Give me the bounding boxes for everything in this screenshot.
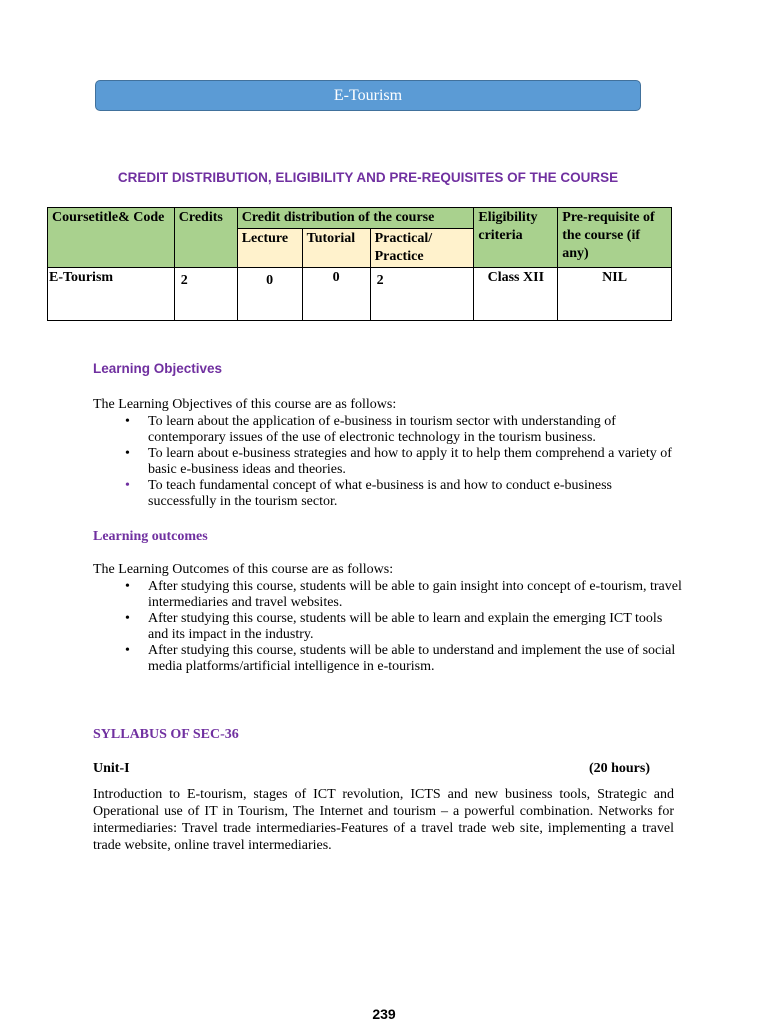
cell-eligibility: Class XII — [474, 268, 558, 321]
learning-outcomes-list — [93, 579, 683, 675]
bullet-icon: • — [125, 611, 130, 626]
header-prerequisite: Pre-requisite of the course (if any) — [558, 208, 672, 268]
cell-tutorial: 0 — [302, 268, 370, 321]
header-practical: Practical/ Practice — [370, 229, 474, 268]
header-course-title: Coursetitle& Code — [48, 208, 175, 268]
bullet-icon: • — [125, 446, 130, 461]
header-tutorial: Tutorial — [302, 229, 370, 268]
learning-outcomes-intro: The Learning Outcomes of this course are as follows: — [93, 562, 394, 577]
cell-credits: 2 — [174, 268, 237, 321]
bullet-icon: • — [125, 579, 130, 594]
course-title: E-Tourism — [333, 87, 403, 104]
learning-objectives-heading: Learning Objectives — [93, 361, 223, 376]
unit-title: Unit-I — [93, 761, 130, 776]
learning-objectives-list — [93, 414, 683, 510]
course-title-banner — [95, 80, 641, 111]
list-item: • After studying this course, students will be able to gain insight into concept of e-tourism, travel intermediaries and travel websites. — [125, 579, 682, 610]
header-credit-distribution: Credit distribution of the course — [237, 208, 474, 229]
page-number: 239 — [372, 1006, 396, 1022]
cell-practical: 2 — [370, 268, 474, 321]
header-lecture: Lecture — [237, 229, 302, 268]
list-item: • After studying this course, students will be able to learn and explain the emerging ICT tools and its impact in the industry. — [125, 611, 663, 642]
learning-objectives-intro: The Learning Objectives of this course are as follows: — [93, 397, 397, 412]
unit-hours: (20 hours) — [588, 761, 650, 776]
list-item: • To learn about the application of e-business in tourism sector with understanding of contemporary issues of the use of electronic technology in the tourism business. — [125, 414, 616, 445]
table-row — [48, 268, 672, 321]
header-eligibility: Eligibility criteria — [474, 208, 558, 268]
list-item: • To learn about e-business strategies and how to apply it to help them comprehend a variety of basic e-business ideas and theories. — [125, 446, 672, 477]
list-item: • After studying this course, students will be able to understand and implement the use of social media platforms/artificial intelligence in e-tourism. — [125, 643, 676, 674]
cell-course: E-Tourism — [48, 268, 175, 321]
unit-description: Introduction to E-tourism, stages of ICT revolution, ICTS and new business tools, Strategic and Operational use of IT in Tourism, The Internet and tourism – a powerful combination. Networks for intermediaries: Travel trade intermediaries-Features of a travel trade web site, implementing a travel trade website, online travel intermediaries. — [93, 787, 674, 853]
cell-prerequisite: NIL — [558, 268, 672, 321]
bullet-icon: • — [125, 478, 130, 493]
bullet-icon: • — [125, 643, 130, 658]
unit-heading-row — [93, 761, 650, 777]
header-credits: Credits — [174, 208, 237, 268]
list-item: • To teach fundamental concept of what e-business is and how to conduct e-business successfully in the tourism sector. — [125, 478, 613, 509]
syllabus-heading: SYLLABUS OF SEC-36 — [93, 727, 239, 742]
cell-lecture: 0 — [237, 268, 302, 321]
bullet-icon: • — [125, 414, 130, 429]
learning-outcomes-heading: Learning outcomes — [93, 529, 208, 544]
credit-distribution-heading: CREDIT DISTRIBUTION, ELIGIBILITY AND PRE-REQUISITES OF THE COURSE — [117, 170, 619, 185]
credit-distribution-table — [47, 207, 672, 321]
